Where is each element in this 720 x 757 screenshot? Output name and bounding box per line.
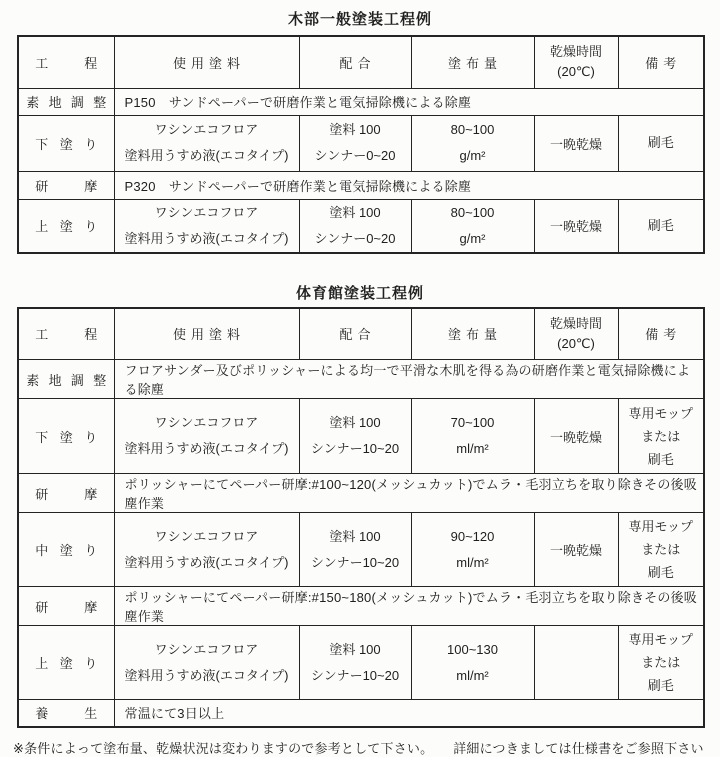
cell-mix: 塗料 100 シンナー10~20 bbox=[299, 513, 411, 587]
cell-note: 刷毛 bbox=[618, 115, 704, 171]
cell-description: P320 サンドペーパーで研磨作業と電気掃除機による除塵 bbox=[114, 171, 704, 199]
cell-dry-time: 一晩乾燥 bbox=[534, 199, 618, 253]
cell-process: 素地調整 bbox=[18, 360, 114, 399]
cell-note: 専用モップ または 刷毛 bbox=[618, 626, 704, 700]
cell-process: 下塗り bbox=[18, 115, 114, 171]
col-header-dry-time bbox=[534, 308, 618, 360]
cell-process: 研摩 bbox=[18, 171, 114, 199]
table1-row-sanding bbox=[18, 171, 704, 199]
table2-row-sanding-1 bbox=[18, 474, 704, 513]
table1-row-surface-prep bbox=[18, 88, 704, 115]
cell-description: 常温にて3日以上 bbox=[114, 700, 704, 727]
cell-paint: ワシンエコフロア 塗料用うすめ液(エコタイプ) bbox=[114, 399, 299, 474]
table2-row-midcoat bbox=[18, 513, 704, 587]
col-header-dry-time bbox=[534, 36, 618, 88]
cell-dry-time: 一晩乾燥 bbox=[534, 513, 618, 587]
cell-process: 研摩 bbox=[18, 587, 114, 626]
table1-row-topcoat bbox=[18, 199, 704, 253]
cell-paint: ワシンエコフロア 塗料用うすめ液(エコタイプ) bbox=[114, 115, 299, 171]
cell-process: 上塗り bbox=[18, 626, 114, 700]
col-header-process: 工程 bbox=[18, 308, 114, 360]
cell-dry-time: 一晩乾燥 bbox=[534, 399, 618, 474]
col-header-mix: 配合 bbox=[299, 36, 411, 88]
col-header-paint: 使用塗料 bbox=[114, 36, 299, 88]
cell-dry-time bbox=[534, 626, 618, 700]
dry-time-temp: (20℃) bbox=[557, 64, 595, 80]
dry-time-temp: (20℃) bbox=[557, 335, 595, 351]
cell-paint: ワシンエコフロア 塗料用うすめ液(エコタイプ) bbox=[114, 199, 299, 253]
col-header-process: 工程 bbox=[18, 36, 114, 88]
table2-row-sanding-2 bbox=[18, 587, 704, 626]
cell-process: 素地調整 bbox=[18, 88, 114, 115]
dry-time-label: 乾燥時間 bbox=[549, 44, 602, 60]
table2-row-undercoat bbox=[18, 399, 704, 474]
cell-description: P150 サンドペーパーで研磨作業と電気掃除機による除塵 bbox=[114, 88, 704, 115]
cell-description: ポリッシャーにてペーパー研摩:#100~120(メッシュカット)でムラ・毛羽立ちを取り除きその後吸塵作業 bbox=[114, 474, 704, 513]
cell-process: 研摩 bbox=[18, 474, 114, 513]
cell-amount: 90~120 ml/m² bbox=[411, 513, 534, 587]
col-header-note: 備考 bbox=[618, 308, 704, 360]
table2-row-curing bbox=[18, 700, 704, 727]
table1-title: 木部一般塗装工程例 bbox=[287, 11, 432, 28]
cell-description: ポリッシャーにてペーパー研摩:#150~180(メッシュカット)でムラ・毛羽立ちを取り除きその後吸塵作業 bbox=[114, 587, 704, 626]
cell-paint: ワシンエコフロア 塗料用うすめ液(エコタイプ) bbox=[114, 513, 299, 587]
col-header-amount: 塗布量 bbox=[411, 308, 534, 360]
cell-note: 専用モップ または 刷毛 bbox=[618, 513, 704, 587]
cell-paint: ワシンエコフロア 塗料用うすめ液(エコタイプ) bbox=[114, 626, 299, 700]
table2-header-row bbox=[18, 308, 704, 360]
table2-row-topcoat bbox=[18, 626, 704, 700]
table1-row-undercoat bbox=[18, 115, 704, 171]
cell-process: 上塗り bbox=[18, 199, 114, 253]
cell-amount: 70~100 ml/m² bbox=[411, 399, 534, 474]
table1-header-row bbox=[18, 36, 704, 88]
cell-dry-time: 一晩乾燥 bbox=[534, 115, 618, 171]
col-header-amount: 塗布量 bbox=[411, 36, 534, 88]
cell-mix: 塗料 100 シンナー10~20 bbox=[299, 626, 411, 700]
cell-amount: 100~130 ml/m² bbox=[411, 626, 534, 700]
cell-mix: 塗料 100 シンナー0~20 bbox=[299, 199, 411, 253]
footer-disclaimer: ※条件によって塗布量、乾燥状況は変わりますので参考として下さい。 詳細につきましては仕様書をご参照下さい bbox=[13, 740, 704, 756]
gymnasium-process-table bbox=[17, 307, 705, 728]
col-header-paint: 使用塗料 bbox=[114, 308, 299, 360]
cell-process: 養生 bbox=[18, 700, 114, 727]
cell-note: 刷毛 bbox=[618, 199, 704, 253]
cell-description: フロアサンダー及びポリッシャーによる均一で平滑な木肌を得る為の研磨作業と電気掃除機による除塵 bbox=[114, 360, 704, 399]
dry-time-label: 乾燥時間 bbox=[549, 315, 602, 331]
wood-general-process-table bbox=[17, 35, 705, 254]
cell-process: 中塗り bbox=[18, 513, 114, 587]
table2-row-surface-prep bbox=[18, 360, 704, 399]
cell-mix: 塗料 100 シンナー0~20 bbox=[299, 115, 411, 171]
cell-amount: 80~100 g/m² bbox=[411, 115, 534, 171]
cell-note: 専用モップ または 刷毛 bbox=[618, 399, 704, 474]
col-header-mix: 配合 bbox=[299, 308, 411, 360]
table2-title: 体育館塗装工程例 bbox=[295, 284, 424, 302]
cell-mix: 塗料 100 シンナー10~20 bbox=[299, 399, 411, 474]
col-header-note: 備考 bbox=[618, 36, 704, 88]
cell-process: 下塗り bbox=[18, 399, 114, 474]
cell-amount: 80~100 g/m² bbox=[411, 199, 534, 253]
